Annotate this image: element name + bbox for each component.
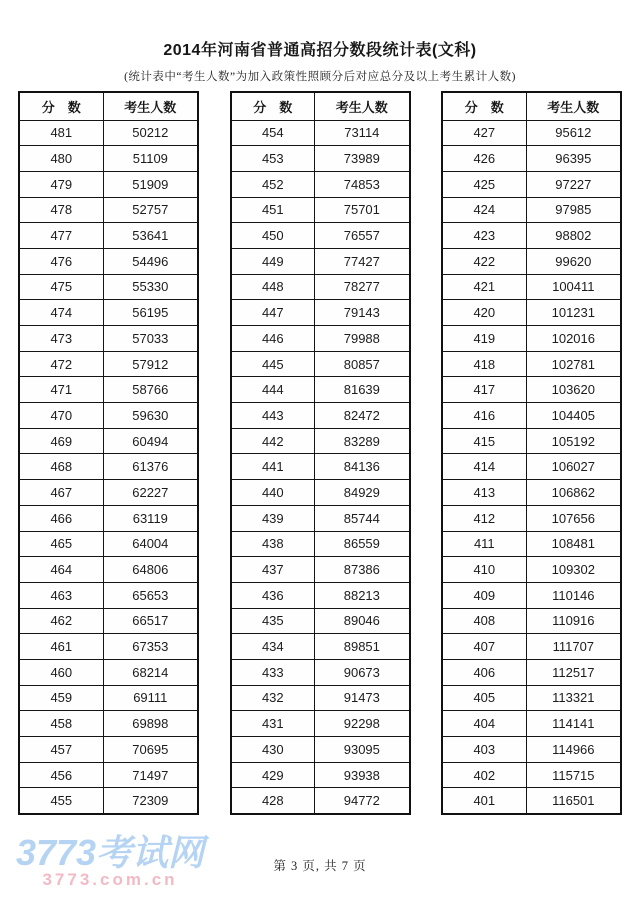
table-row	[231, 300, 410, 326]
table-row	[442, 248, 621, 274]
table-row	[442, 223, 621, 249]
score-cell: 422	[442, 248, 526, 274]
score-cell: 448	[231, 274, 315, 300]
score-cell: 453	[231, 146, 315, 172]
table-row	[442, 634, 621, 660]
table-row	[231, 505, 410, 531]
score-cell: 420	[442, 300, 526, 326]
score-cell: 472	[19, 351, 103, 377]
table-row	[442, 274, 621, 300]
score-cell: 404	[442, 711, 526, 737]
count-cell: 95612	[526, 120, 621, 146]
score-cell: 446	[231, 326, 315, 352]
count-cell: 60494	[103, 428, 198, 454]
score-table-left	[18, 91, 199, 815]
table-row	[19, 480, 198, 506]
table-row	[19, 223, 198, 249]
score-cell: 456	[19, 762, 103, 788]
count-cell: 51909	[103, 171, 198, 197]
count-cell: 76557	[315, 223, 410, 249]
table-row	[231, 685, 410, 711]
count-cell: 93938	[315, 762, 410, 788]
count-cell: 96395	[526, 146, 621, 172]
count-column-header: 考生人数	[526, 92, 621, 120]
score-cell: 401	[442, 788, 526, 814]
score-cell: 435	[231, 608, 315, 634]
count-cell: 64004	[103, 531, 198, 557]
count-cell: 75701	[315, 197, 410, 223]
table-row	[442, 557, 621, 583]
count-column-header: 考生人数	[315, 92, 410, 120]
score-cell: 470	[19, 403, 103, 429]
score-cell: 427	[442, 120, 526, 146]
count-cell: 52757	[103, 197, 198, 223]
count-cell: 72309	[103, 788, 198, 814]
count-cell: 74853	[315, 171, 410, 197]
count-cell: 62227	[103, 480, 198, 506]
table-row	[231, 659, 410, 685]
count-cell: 55330	[103, 274, 198, 300]
score-tables-row	[18, 91, 622, 815]
table-row	[19, 531, 198, 557]
table-row	[442, 146, 621, 172]
score-cell: 428	[231, 788, 315, 814]
table-row	[231, 274, 410, 300]
table-row	[231, 248, 410, 274]
table-row	[231, 608, 410, 634]
score-cell: 443	[231, 403, 315, 429]
count-cell: 97985	[526, 197, 621, 223]
count-cell: 114141	[526, 711, 621, 737]
score-cell: 479	[19, 171, 103, 197]
table-row	[442, 454, 621, 480]
score-column-header: 分 数	[19, 92, 103, 120]
score-cell: 425	[442, 171, 526, 197]
score-cell: 440	[231, 480, 315, 506]
score-cell: 474	[19, 300, 103, 326]
table-row	[442, 197, 621, 223]
score-cell: 476	[19, 248, 103, 274]
table-row	[231, 377, 410, 403]
count-cell: 51109	[103, 146, 198, 172]
score-cell: 438	[231, 531, 315, 557]
score-column-header: 分 数	[231, 92, 315, 120]
table-row	[231, 531, 410, 557]
table-row	[442, 428, 621, 454]
score-cell: 403	[442, 737, 526, 763]
score-cell: 419	[442, 326, 526, 352]
table-row	[19, 557, 198, 583]
table-row	[231, 146, 410, 172]
table-row	[19, 197, 198, 223]
table-row	[442, 531, 621, 557]
score-cell: 418	[442, 351, 526, 377]
table-row	[19, 300, 198, 326]
score-cell: 423	[442, 223, 526, 249]
count-cell: 80857	[315, 351, 410, 377]
score-cell: 481	[19, 120, 103, 146]
count-cell: 107656	[526, 505, 621, 531]
table-row	[231, 762, 410, 788]
score-cell: 445	[231, 351, 315, 377]
table-row	[442, 326, 621, 352]
table-row	[19, 274, 198, 300]
table-row	[231, 223, 410, 249]
count-cell: 78277	[315, 274, 410, 300]
score-cell: 465	[19, 531, 103, 557]
score-cell: 450	[231, 223, 315, 249]
count-cell: 91473	[315, 685, 410, 711]
count-cell: 102781	[526, 351, 621, 377]
count-cell: 92298	[315, 711, 410, 737]
table-row	[442, 377, 621, 403]
score-cell: 413	[442, 480, 526, 506]
count-cell: 69898	[103, 711, 198, 737]
table-row	[19, 403, 198, 429]
score-cell: 417	[442, 377, 526, 403]
table-row	[231, 326, 410, 352]
table-row	[231, 634, 410, 660]
count-cell: 64806	[103, 557, 198, 583]
table-row	[19, 326, 198, 352]
table-row	[231, 557, 410, 583]
table-row	[442, 403, 621, 429]
count-cell: 112517	[526, 659, 621, 685]
count-cell: 100411	[526, 274, 621, 300]
count-cell: 106027	[526, 454, 621, 480]
table-row	[231, 351, 410, 377]
score-column-header: 分 数	[442, 92, 526, 120]
score-cell: 416	[442, 403, 526, 429]
table-row	[231, 171, 410, 197]
count-cell: 63119	[103, 505, 198, 531]
score-cell: 464	[19, 557, 103, 583]
score-table-middle	[230, 91, 411, 815]
count-cell: 87386	[315, 557, 410, 583]
score-cell: 454	[231, 120, 315, 146]
score-cell: 412	[442, 505, 526, 531]
count-cell: 94772	[315, 788, 410, 814]
count-cell: 102016	[526, 326, 621, 352]
table-row	[19, 377, 198, 403]
count-cell: 85744	[315, 505, 410, 531]
count-cell: 90673	[315, 659, 410, 685]
count-cell: 59630	[103, 403, 198, 429]
count-cell: 79143	[315, 300, 410, 326]
table-row	[231, 403, 410, 429]
count-cell: 88213	[315, 582, 410, 608]
count-cell: 65653	[103, 582, 198, 608]
score-cell: 478	[19, 197, 103, 223]
score-cell: 462	[19, 608, 103, 634]
score-cell: 430	[231, 737, 315, 763]
table-row	[19, 788, 198, 814]
score-cell: 458	[19, 711, 103, 737]
count-cell: 58766	[103, 377, 198, 403]
count-cell: 115715	[526, 762, 621, 788]
score-cell: 407	[442, 634, 526, 660]
count-cell: 110146	[526, 582, 621, 608]
count-column-header: 考生人数	[103, 92, 198, 120]
score-cell: 468	[19, 454, 103, 480]
table-row	[19, 120, 198, 146]
count-cell: 84929	[315, 480, 410, 506]
count-cell: 109302	[526, 557, 621, 583]
table-row	[231, 582, 410, 608]
count-cell: 99620	[526, 248, 621, 274]
table-row	[442, 685, 621, 711]
count-cell: 73114	[315, 120, 410, 146]
table-row	[442, 480, 621, 506]
score-cell: 409	[442, 582, 526, 608]
table-row	[231, 480, 410, 506]
score-cell: 432	[231, 685, 315, 711]
table-row	[19, 428, 198, 454]
score-cell: 441	[231, 454, 315, 480]
table-row	[19, 171, 198, 197]
table-row	[19, 146, 198, 172]
count-cell: 108481	[526, 531, 621, 557]
score-cell: 406	[442, 659, 526, 685]
table-row	[442, 659, 621, 685]
score-cell: 469	[19, 428, 103, 454]
count-cell: 66517	[103, 608, 198, 634]
count-cell: 113321	[526, 685, 621, 711]
score-cell: 429	[231, 762, 315, 788]
score-cell: 426	[442, 146, 526, 172]
score-cell: 442	[231, 428, 315, 454]
count-cell: 89046	[315, 608, 410, 634]
score-cell: 463	[19, 582, 103, 608]
count-cell: 69111	[103, 685, 198, 711]
table-row	[19, 737, 198, 763]
page-title: 2014年河南省普通高招分数段统计表(文科)	[163, 42, 477, 59]
count-cell: 106862	[526, 480, 621, 506]
score-cell: 431	[231, 711, 315, 737]
table-row	[442, 788, 621, 814]
count-cell: 54496	[103, 248, 198, 274]
table-row	[231, 120, 410, 146]
count-cell: 97227	[526, 171, 621, 197]
score-cell: 424	[442, 197, 526, 223]
count-cell: 105192	[526, 428, 621, 454]
score-cell: 467	[19, 480, 103, 506]
count-cell: 86559	[315, 531, 410, 557]
table-row	[442, 505, 621, 531]
score-cell: 461	[19, 634, 103, 660]
table-row	[442, 762, 621, 788]
table-row	[231, 428, 410, 454]
score-cell: 471	[19, 377, 103, 403]
count-cell: 77427	[315, 248, 410, 274]
count-cell: 73989	[315, 146, 410, 172]
page-subtitle: (统计表中“考生人数”为加入政策性照顾分后对应总分及以上考生累计人数)	[124, 71, 516, 83]
count-cell: 104405	[526, 403, 621, 429]
score-cell: 433	[231, 659, 315, 685]
score-cell: 455	[19, 788, 103, 814]
score-cell: 444	[231, 377, 315, 403]
table-row	[19, 248, 198, 274]
score-cell: 457	[19, 737, 103, 763]
count-cell: 57033	[103, 326, 198, 352]
count-cell: 82472	[315, 403, 410, 429]
table-row	[231, 197, 410, 223]
score-cell: 434	[231, 634, 315, 660]
count-cell: 89851	[315, 634, 410, 660]
count-cell: 71497	[103, 762, 198, 788]
table-row	[442, 171, 621, 197]
count-cell: 98802	[526, 223, 621, 249]
score-cell: 449	[231, 248, 315, 274]
table-row	[231, 788, 410, 814]
table-row	[442, 737, 621, 763]
table-row	[19, 659, 198, 685]
page-number-footer: 第 3 页, 共 7 页	[273, 859, 367, 873]
table-row	[442, 608, 621, 634]
score-cell: 466	[19, 505, 103, 531]
table-row	[19, 351, 198, 377]
count-cell: 84136	[315, 454, 410, 480]
watermark-logo-text: 3773考试网	[15, 832, 205, 873]
count-cell: 61376	[103, 454, 198, 480]
score-cell: 477	[19, 223, 103, 249]
count-cell: 50212	[103, 120, 198, 146]
table-header-row	[231, 92, 410, 120]
score-cell: 402	[442, 762, 526, 788]
score-cell: 459	[19, 685, 103, 711]
score-cell: 436	[231, 582, 315, 608]
count-cell: 116501	[526, 788, 621, 814]
count-cell: 111707	[526, 634, 621, 660]
score-cell: 437	[231, 557, 315, 583]
score-cell: 451	[231, 197, 315, 223]
score-cell: 473	[19, 326, 103, 352]
count-cell: 83289	[315, 428, 410, 454]
score-cell: 480	[19, 146, 103, 172]
count-cell: 93095	[315, 737, 410, 763]
score-cell: 414	[442, 454, 526, 480]
table-row	[231, 454, 410, 480]
table-row	[442, 582, 621, 608]
table-header-row	[442, 92, 621, 120]
table-header-row	[19, 92, 198, 120]
score-cell: 439	[231, 505, 315, 531]
count-cell: 68214	[103, 659, 198, 685]
score-table-right	[441, 91, 622, 815]
count-cell: 70695	[103, 737, 198, 763]
count-cell: 53641	[103, 223, 198, 249]
count-cell: 81639	[315, 377, 410, 403]
count-cell: 110916	[526, 608, 621, 634]
score-cell: 415	[442, 428, 526, 454]
count-cell: 79988	[315, 326, 410, 352]
watermark-domain-text: 3773.com.cn	[42, 869, 178, 889]
count-cell: 67353	[103, 634, 198, 660]
score-cell: 421	[442, 274, 526, 300]
table-row	[231, 737, 410, 763]
table-row	[19, 608, 198, 634]
table-row	[442, 351, 621, 377]
table-row	[442, 300, 621, 326]
score-cell: 405	[442, 685, 526, 711]
score-cell: 475	[19, 274, 103, 300]
score-cell: 410	[442, 557, 526, 583]
table-row	[231, 711, 410, 737]
table-row	[19, 582, 198, 608]
table-row	[19, 505, 198, 531]
score-cell: 460	[19, 659, 103, 685]
table-row	[442, 711, 621, 737]
count-cell: 56195	[103, 300, 198, 326]
score-cell: 452	[231, 171, 315, 197]
score-cell: 408	[442, 608, 526, 634]
count-cell: 114966	[526, 737, 621, 763]
score-cell: 411	[442, 531, 526, 557]
score-cell: 447	[231, 300, 315, 326]
table-row	[19, 454, 198, 480]
table-row	[442, 120, 621, 146]
table-row	[19, 685, 198, 711]
table-row	[19, 634, 198, 660]
count-cell: 57912	[103, 351, 198, 377]
count-cell: 101231	[526, 300, 621, 326]
count-cell: 103620	[526, 377, 621, 403]
table-row	[19, 762, 198, 788]
table-row	[19, 711, 198, 737]
